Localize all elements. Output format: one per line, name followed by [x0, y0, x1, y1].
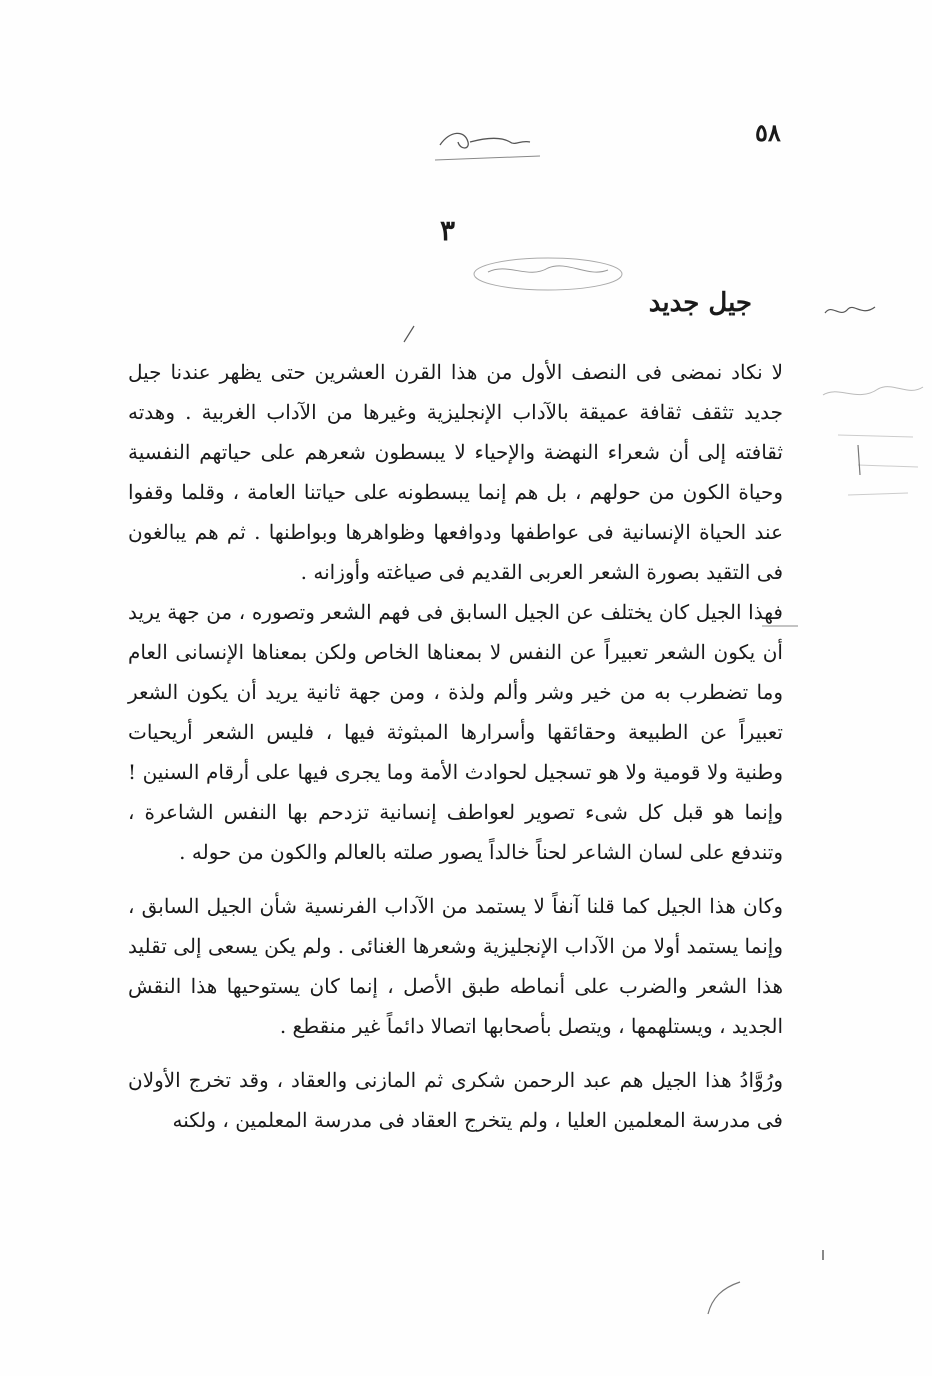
handwritten-annotation-top: [430, 120, 550, 170]
page-number: ٥٨: [755, 118, 781, 147]
stamp-mark: [468, 250, 628, 298]
paragraph-2: فهذا الجيل كان يختلف عن الجيل السابق فى فهم الشعر وتصوره ، من جهة يريد أن يكون الشعر تعبيراً عن النفس لا بمعناها الخاص ولكن بمعناها الإنسانى العام وما تضطرب به من خير وشر وألم ولذة ، ومن جهة ثانية يريد أن يكون الشعر تعبيراً عن الطبيعة وحقائقها وأسرارها المبثوثة فيها ، فليس الشعر أريحيات وطنية ولا قومية ولا هو تسجيل لحوادث الأمة وما يجرى فيها على أرقام السنين ! وإنما هو قبل كل شىء تصوير لعواطف إنسانية تزدحم بها النفس الشاعرة ، وتندفع على لسان الشاعر لحناً خالداً يصور صلته بالعالم والكون من حوله .: [128, 600, 784, 864]
bottom-tick: [818, 1248, 828, 1264]
pencil-tick: [400, 322, 420, 346]
margin-note-right-faded: [818, 375, 928, 515]
paragraph-1: لا نكاد نمضى فى النصف الأول من هذا القرن العشرين حتى يظهر عندنا جيل جديد تثقف ثقافة عميقة بالآداب الإنجليزية وغيرها من الآداب الغربية . وهدته ثقافته إلى أن شعراء النهضة والإحياء لا يبسطون شعرهم على حياتهم النفسية وحياة الكون من حولهم ، بل هم إنما يبسطونه على حياتنا العامة ، وقلما وقفوا عند الحياة الإنسانية فى عواطفها ودوافعها وظواهرها وبواطنها . ثم هم يبالغون فى التقيد بصورة الشعر العربى القديم فى صياغته وأوزانه .: [128, 360, 783, 584]
paragraph-3: وكان هذا الجيل كما قلنا آنفاً لا يستمد من الآداب الفرنسية شأن الجيل السابق ، وإنما يستمد أولا من الآداب الإنجليزية وشعرها الغنائى . ولم يكن يسعى إلى تقليد هذا الشعر والضرب على أنماطه طبق الأصل ، إنما كان يستوحيها هذا النقش الجديد ، ويستلهمها ، ويتصل بأصحابها اتصالا دائماً غير منقطع .: [128, 894, 783, 1038]
margin-note-left: [820, 295, 880, 325]
chapter-number: ٣: [440, 214, 456, 247]
chapter-title: جيل جديد: [648, 288, 752, 318]
body-text: [128, 352, 783, 1140]
bottom-pencil-stroke: [700, 1278, 750, 1318]
paragraph-4: ورُوَّادُ هذا الجيل هم عبد الرحمن شكرى ثم المازنى والعقاد ، وقد تخرج الأولان فى مدرسة المعلمين العليا ، ولم يتخرج العقاد فى مدرسة المعلمين ، ولكنه: [128, 1068, 783, 1132]
